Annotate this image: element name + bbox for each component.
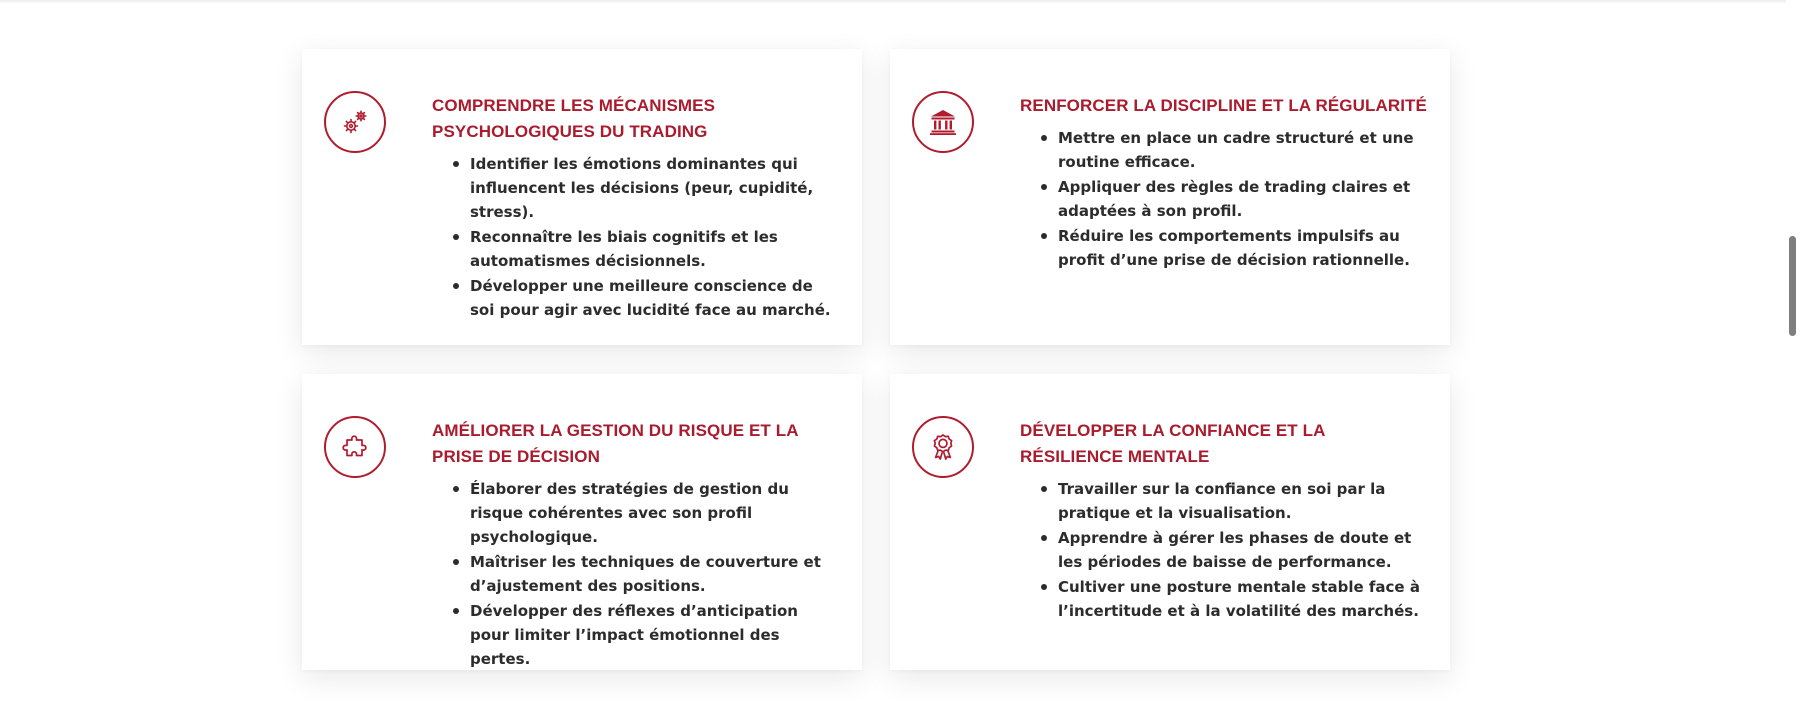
card-content (432, 418, 842, 672)
list-item: Réduire les comportements impulsifs au profit d’une prise de décision rationnelle. (1058, 224, 1430, 272)
bank-icon (912, 91, 974, 153)
list-item: Mettre en place un cadre structuré et une routine efficace. (1058, 126, 1430, 174)
card-list (1020, 477, 1430, 623)
gears-icon (324, 91, 386, 153)
card-title: DÉVELOPPER LA CONFIANCE ET LA RÉSILIENCE MENTALE (1020, 421, 1325, 466)
list-item: Développer des réflexes d’anticipation pour limiter l’impact émotionnel des pertes. (470, 599, 842, 671)
card-list (432, 152, 842, 322)
card-title: RENFORCER LA DISCIPLINE ET LA RÉGULARITÉ (1020, 96, 1427, 115)
scrollbar[interactable] (1786, 0, 1800, 703)
card-content (1020, 418, 1430, 624)
card-list (432, 477, 842, 671)
list-item: Maîtriser les techniques de couverture et d’ajustement des positions. (470, 550, 842, 598)
feature-card-risk (302, 374, 862, 670)
card-list (1020, 126, 1430, 272)
feature-card-confidence (890, 374, 1450, 670)
list-item: Appliquer des règles de trading claires et adaptées à son profil. (1058, 175, 1430, 223)
card-content (432, 93, 842, 323)
header-shadow (0, 0, 1800, 4)
card-content (1020, 93, 1430, 273)
card-title: COMPRENDRE LES MÉCANISMES PSYCHOLOGIQUES DU TRADING (432, 96, 716, 141)
list-item: Travailler sur la confiance en soi par la pratique et la visualisation. (1058, 477, 1430, 525)
award-icon (912, 416, 974, 478)
list-item: Cultiver une posture mentale stable face à l’incertitude et à la volatilité des marchés. (1058, 575, 1430, 623)
feature-card-discipline (890, 49, 1450, 345)
list-item: Développer une meilleure conscience de soi pour agir avec lucidité face au marché. (470, 274, 842, 322)
list-item: Reconnaître les biais cognitifs et les automatismes décisionnels. (470, 225, 842, 273)
scrollbar-thumb[interactable] (1789, 236, 1796, 336)
puzzle-icon (324, 416, 386, 478)
list-item: Apprendre à gérer les phases de doute et les périodes de baisse de performance. (1058, 526, 1430, 574)
list-item: Élaborer des stratégies de gestion du risque cohérentes avec son profil psychologique. (470, 477, 842, 549)
card-title: AMÉLIORER LA GESTION DU RISQUE ET LA PRISE DE DÉCISION (432, 421, 798, 466)
feature-card-psychology (302, 49, 862, 345)
list-item: Identifier les émotions dominantes qui influencent les décisions (peur, cupidité, stress). (470, 152, 842, 224)
